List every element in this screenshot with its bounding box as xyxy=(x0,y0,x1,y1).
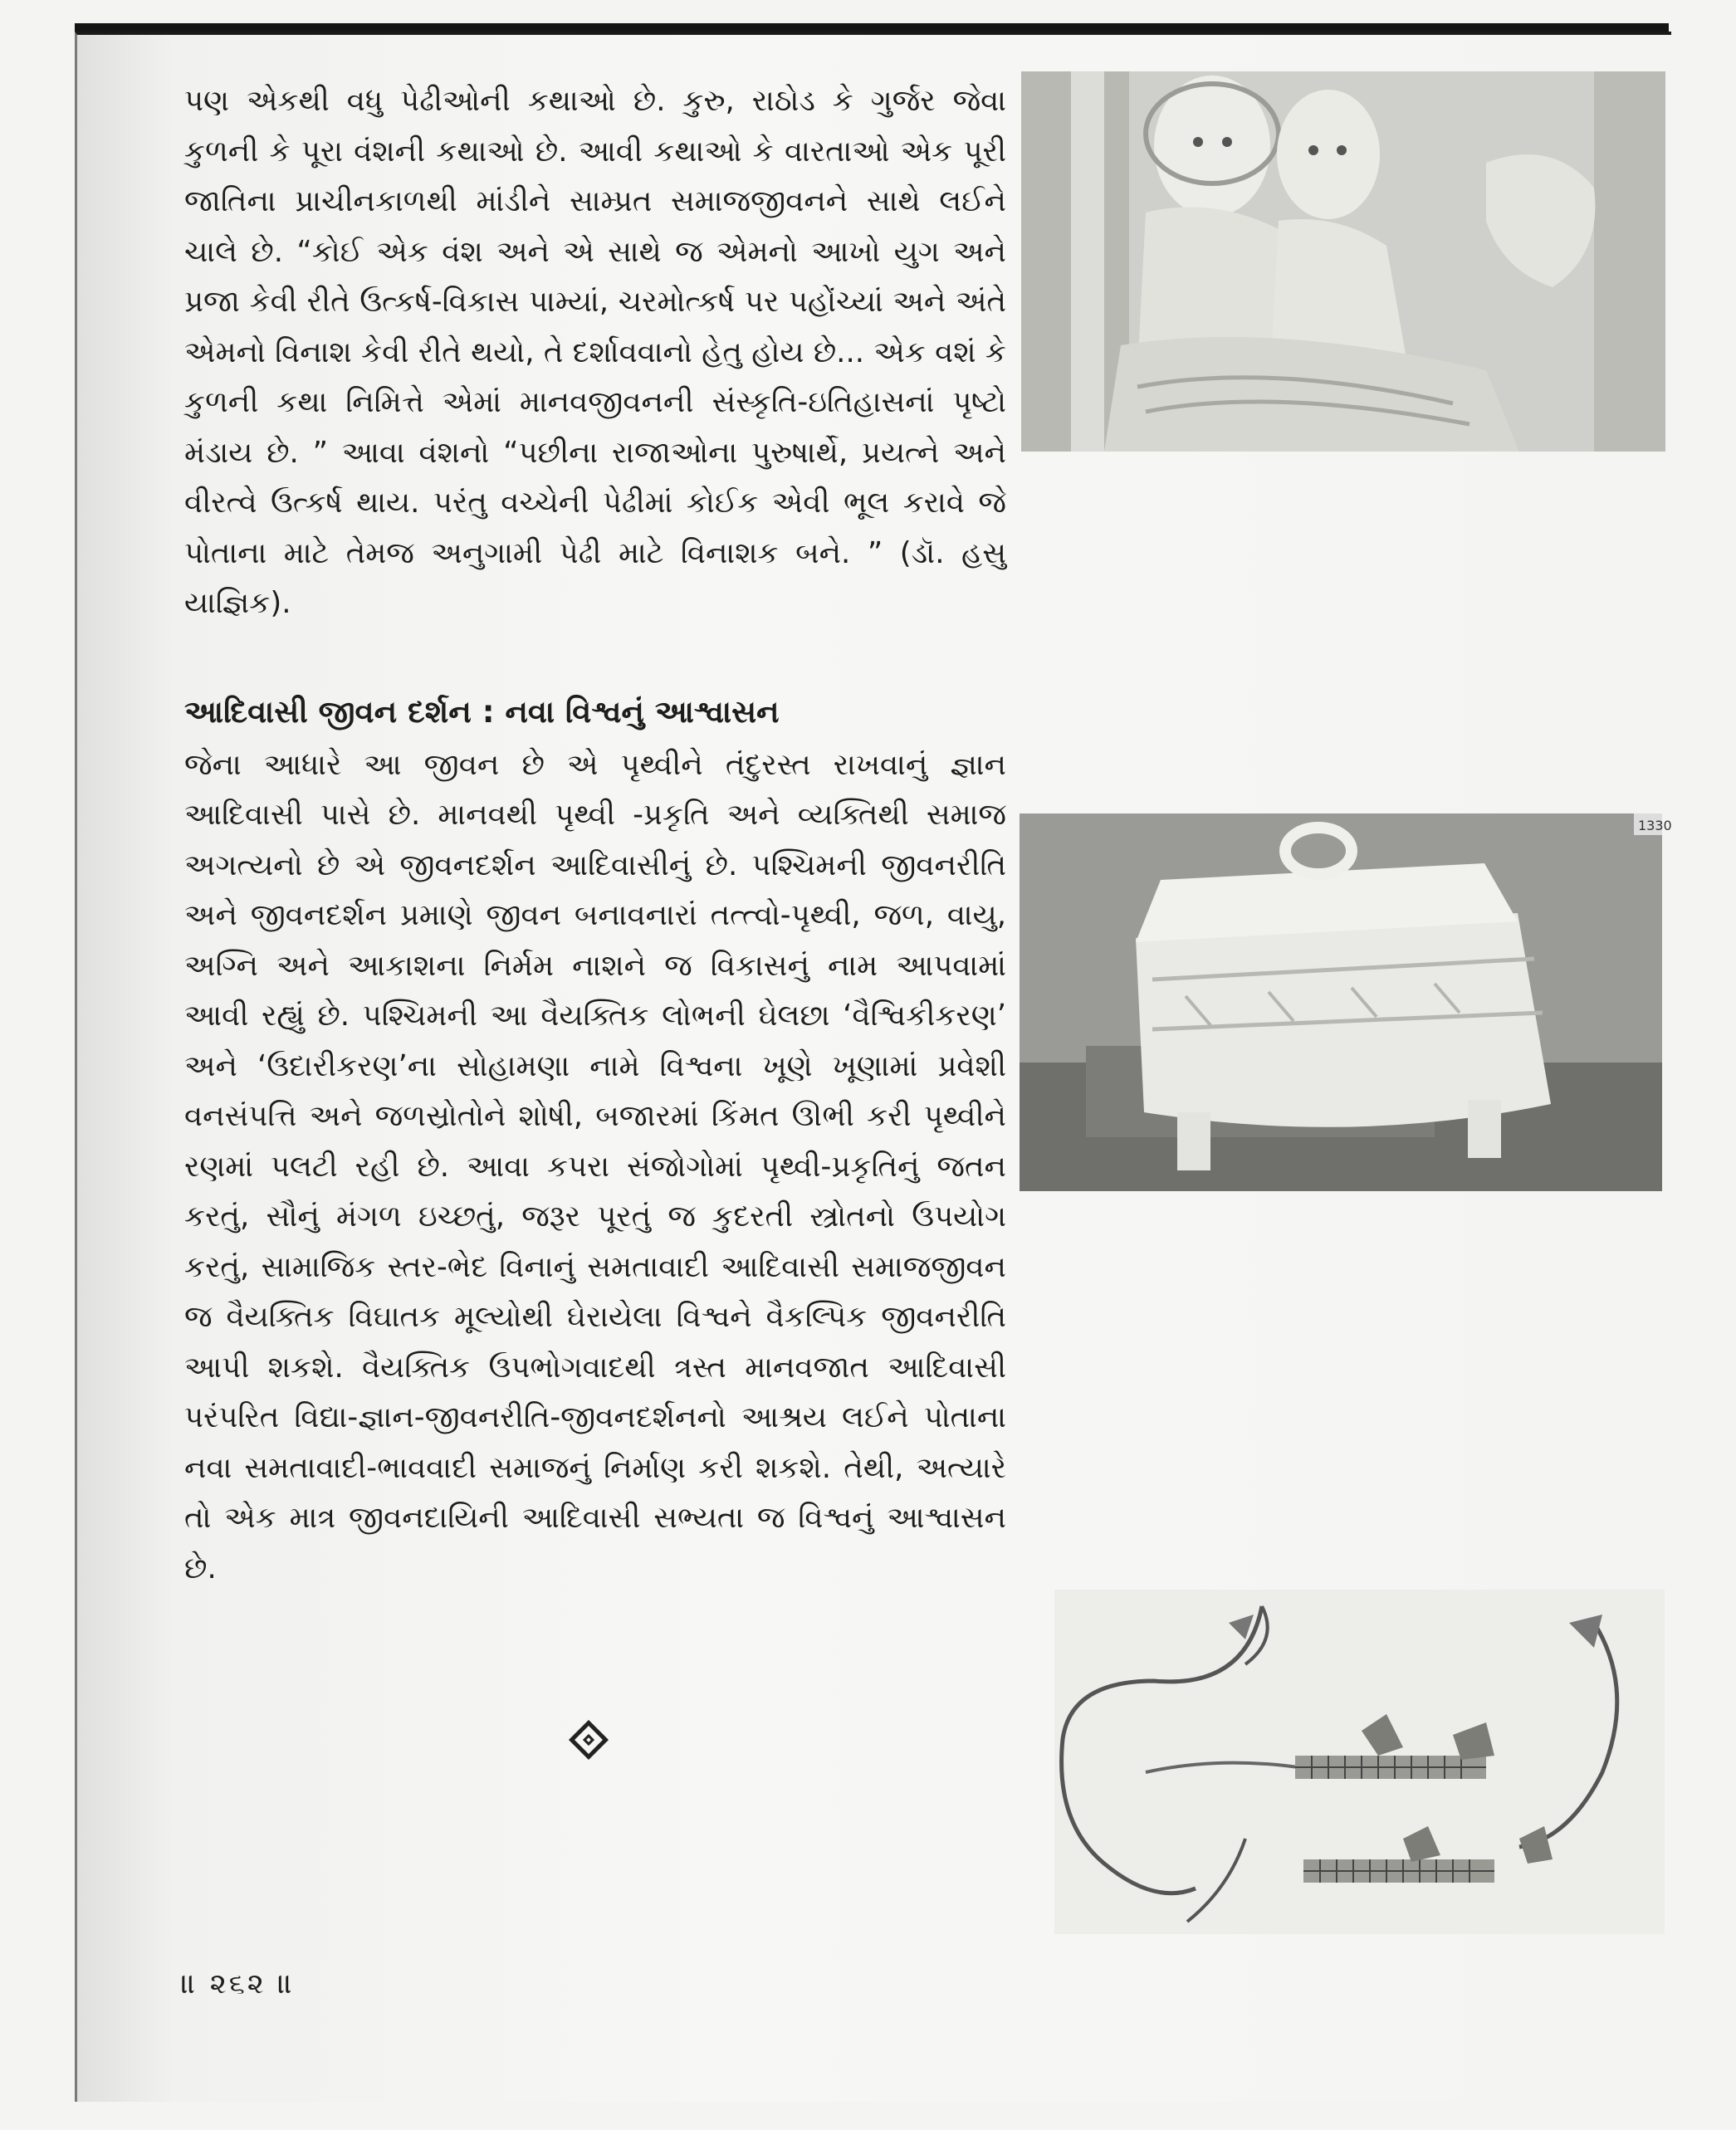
main-paragraph: જેના આધારે આ જીવન છે એ પૃથ્વીને તંદુરસ્ત રાખવાનું જ્ઞાન આદિવાસી પાસે છે. માનવથી પૃથ્વી -પ્રકૃતિ અને વ્યક્તિથી સમાજ અગત્યનો છે એ જીવનદર્શન આદિવાસીનું છે. પશ્ચિમની જીવનરીતિ અને જીવનદર્શન પ્રમાણે જીવન બનાવનારાં તત્ત્વો-પૃથ્વી, જળ, વાયુ, અગ્નિ અને આકાશના નિર્મમ નાશને જ વિકાસનું નામ આપવામાં આવી રહ્યું છે. પશ્ચિમની આ વૈયક્તિક લોભની ઘેલછા ‘વૈશ્વિકીકરણ’ અને ‘ઉદારીકરણ’ના સોહામણા નામે વિશ્વના ખૂણે ખૂણામાં પ્રવેશી વનસંપત્તિ અને જળસ્રોતોને શોષી, બજારમાં કિંમત ઊભી કરી પૃથ્વીને રણમાં પલટી રહી છે. આવા કપરા સંજોગોમાં પૃથ્વી-પ્રકૃતિનું જતન કરતું, સૌનું મંગળ ઇચ્છતું, જરૂર પૂરતું જ કુદરતી સ્ત્રોતનો ઉપયોગ કરતું, સામાજિક સ્તર-ભેદ વિનાનું સમતાવાદી આદિવાસી સમાજજીવન જ વૈયક્તિક વિઘાતક મૂલ્યોથી ઘેરાયેલા વિશ્વને વૈકલ્પિક જીવનરીતિ આપી શકશે. વૈયક્તિક ઉપભોગવાદથી ત્રસ્ત માનવજાત આદિવાસી પરંપરિત વિદ્યા-જ્ઞાન-જીવનરીતિ-જીવનદર્શનનો આશ્રય લઈને પોતાના નવા સમતાવાદી-ભાવવાદી સમાજનું નિર્માણ કરી શકશે. તેથી, અત્યારે તો એક માત્ર જીવનદાયિની આદિવાસી સભ્યતા જ વિશ્વનું આશ્વાસન છે. xyxy=(184,747,1006,1585)
photo-tag: 1330 xyxy=(1638,818,1672,833)
intro-paragraph: પણ એકથી વધુ પેઢીઓની કથાઓ છે. કુરુ, રાઠોડ કે ગુર્જર જેવા કુળની કે પૂરા વંશની કથાઓ છે. આવી કથાઓ કે વારતાઓ એક પૂરી જાતિના પ્રાચીનકાળથી માંડીને સામ્પ્રત સમાજજીવનને સાથે લઈને ચાલે છે. “કોઈ એક વંશ અને એ સાથે જ એમનો આખો યુગ અને પ્રજા કેવી રીતે ઉત્કર્ષ-વિકાસ પામ્યાં, ચરમોત્કર્ષ પર પહોંચ્યાં અને અંતે એમનો વિનાશ કેવી રીતે થયો, તે દર્શાવવાનો હેતુ હોય છે... એક વશં કે કુળની કથા નિમિત્તે એમાં માનવજીવનની સંસ્કૃતિ-ઇતિહાસનાં પૃષ્ટો મંડાય છે. ” આવા વંશનો “પછીના રાજાઓના પુરુષાર્થે, પ્રયત્ને અને વીરત્વે ઉત્કર્ષ થાય. પરંતુ વચ્ચેની પેઢીમાં કોઈક એવી ભૂલ કરાવે જે પોતાના માટે તેમજ અનુગામી પેઢી માટે વિનાશક બને. ” (ડૉ. હસુ યાજ્ઞિક). xyxy=(184,84,1006,620)
beaded-cords-photo xyxy=(1054,1590,1665,1934)
relief-sculpture-photo xyxy=(1021,71,1665,452)
section-heading: આદિવાસી જીવન દર્શન : નવા વિશ્વનું આશ્વાસન xyxy=(184,693,780,730)
carved-box-photo xyxy=(1020,813,1672,1191)
text-column xyxy=(184,76,1006,1594)
page-number: ॥ ૨૬૨ ॥ xyxy=(181,1967,296,2001)
